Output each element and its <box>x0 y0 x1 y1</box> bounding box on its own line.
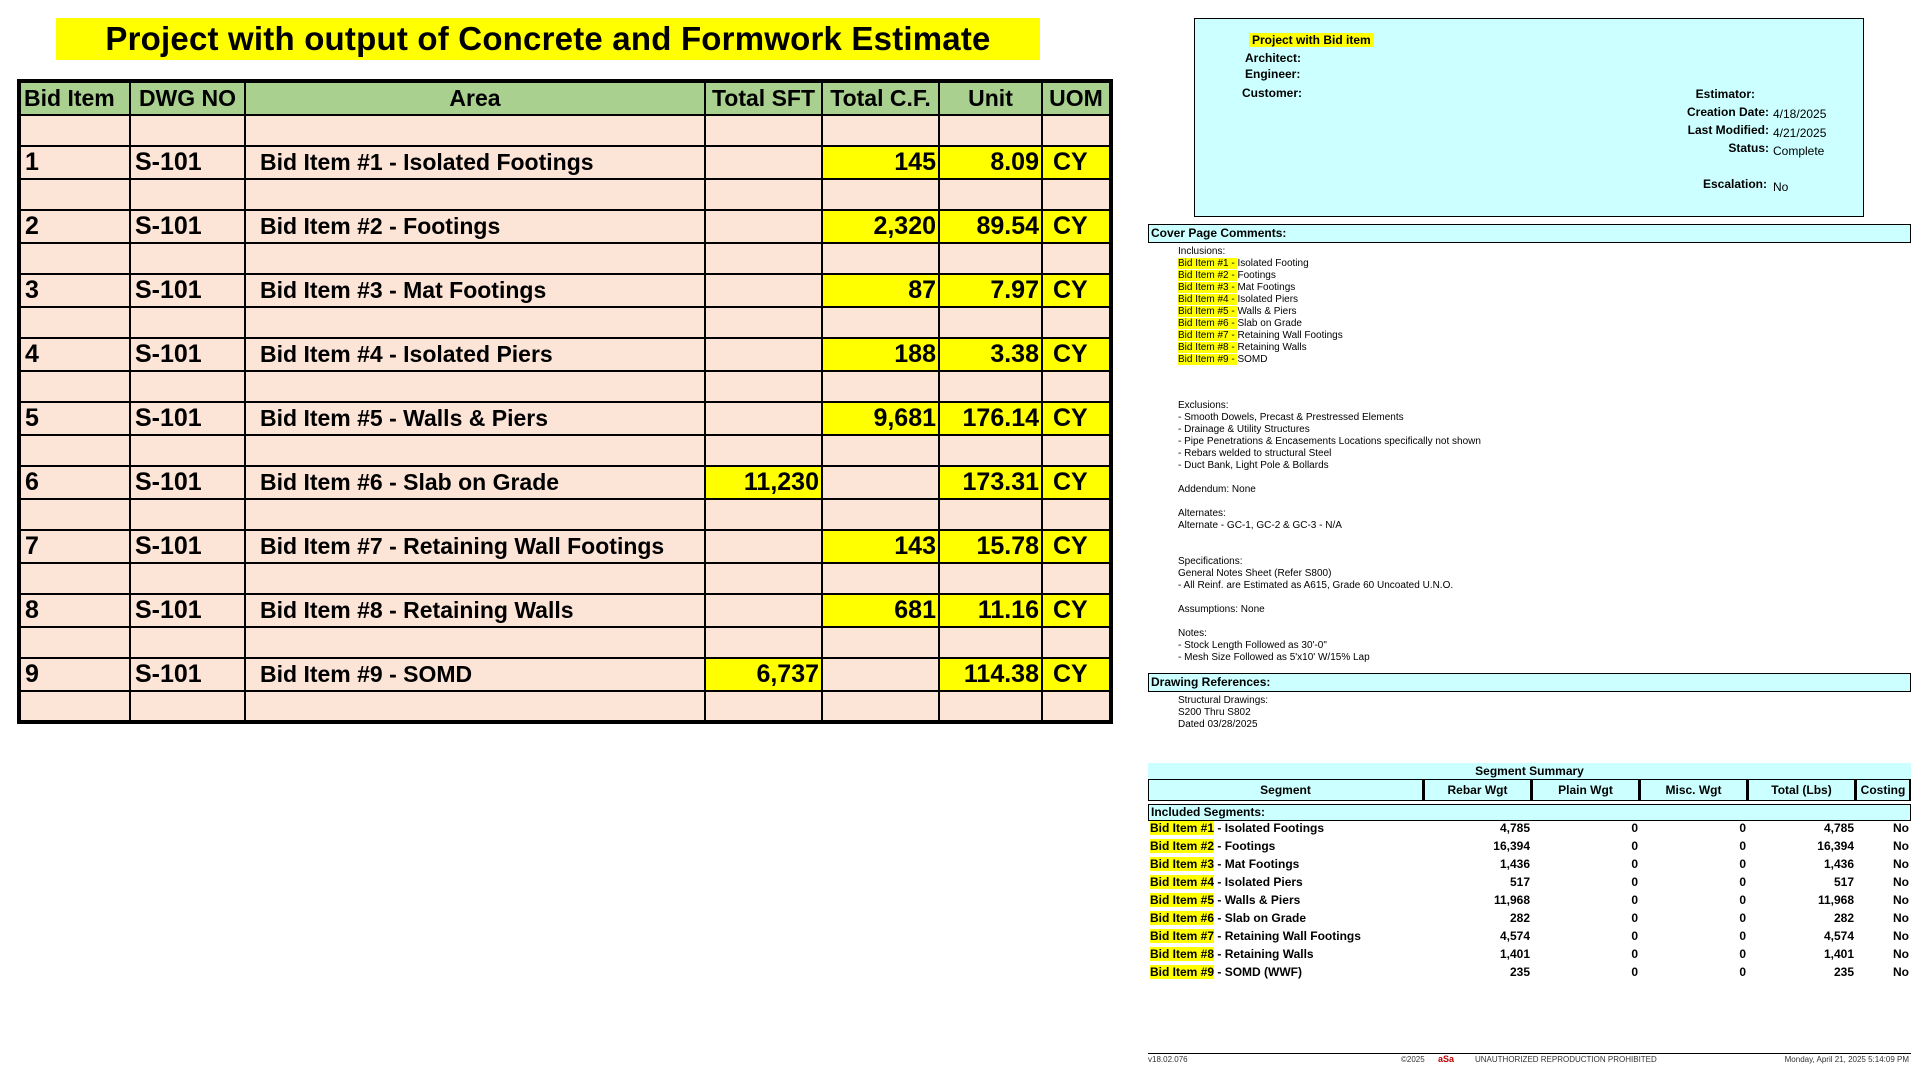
cell-total-cf: 9,681 <box>822 402 939 435</box>
cell-unit: 7.97 <box>939 274 1042 307</box>
cell-total-cf: 143 <box>822 530 939 563</box>
table-row <box>19 210 1111 243</box>
exclusion-item: - Smooth Dowels, Precast & Prestressed Elements <box>1178 412 1404 423</box>
segment-costing: No <box>1893 965 1909 979</box>
segment-costing: No <box>1893 875 1909 889</box>
drawing-references <box>1178 695 1268 731</box>
segment-costing: No <box>1893 929 1909 943</box>
cell-uom: CY <box>1042 530 1111 563</box>
specification-item: General Notes Sheet (Refer S800) <box>1178 568 1332 579</box>
cell-total-sft: 6,737 <box>705 658 822 691</box>
segment-plain: 0 <box>1631 929 1638 943</box>
exclusions-label: Exclusions: <box>1178 400 1229 411</box>
inclusion-text: Footings <box>1237 270 1276 281</box>
escalation-value: No <box>1773 180 1789 194</box>
cell-uom: CY <box>1042 658 1111 691</box>
cell-total-cf: 188 <box>822 338 939 371</box>
segment-plain: 0 <box>1631 965 1638 979</box>
note-item: - Mesh Size Followed as 5'x10' W/15% Lap <box>1178 652 1370 663</box>
estimator-label: Estimator: <box>1695 87 1755 101</box>
header-total-cf: Total C.F. <box>822 81 939 115</box>
segment-name: - Isolated Footings <box>1214 821 1325 835</box>
cell-unit: 8.09 <box>939 146 1042 179</box>
cell-bid-item: 6 <box>19 466 130 499</box>
segment-row <box>1148 839 1911 857</box>
cell-dwg-no: S-101 <box>130 146 245 179</box>
segment-row <box>1148 893 1911 911</box>
creation-date-value: 4/18/2025 <box>1773 107 1827 121</box>
segment-summary-header <box>1148 779 1911 801</box>
cell-unit: 3.38 <box>939 338 1042 371</box>
cell-area: Bid Item #6 - Slab on Grade <box>245 466 705 499</box>
seg-header-segment: Segment <box>1148 779 1424 801</box>
segment-tag: Bid Item #6 <box>1150 911 1215 925</box>
cell-dwg-no: S-101 <box>130 530 245 563</box>
segment-total: 16,394 <box>1817 839 1854 853</box>
table-row <box>19 402 1111 435</box>
inclusions-label: Inclusions: <box>1178 246 1226 257</box>
segment-row <box>1148 947 1911 965</box>
segment-rebar: 4,785 <box>1499 821 1530 835</box>
inclusion-item <box>1178 306 1481 318</box>
addendum: Addendum: None <box>1178 484 1256 495</box>
segment-total: 4,574 <box>1823 929 1854 943</box>
cell-total-sft <box>705 338 822 371</box>
segment-costing: No <box>1893 821 1909 835</box>
seg-header-rebar: Rebar Wgt <box>1424 779 1532 801</box>
estimate-body <box>19 115 1111 722</box>
cell-dwg-no: S-101 <box>130 210 245 243</box>
segment-name: - Slab on Grade <box>1214 911 1307 925</box>
inclusion-text: Retaining Walls <box>1237 342 1307 353</box>
segment-tag: Bid Item #2 <box>1150 839 1215 853</box>
cell-dwg-no: S-101 <box>130 466 245 499</box>
cell-uom: CY <box>1042 594 1111 627</box>
segment-row <box>1148 965 1911 983</box>
customer-label: Customer: <box>1242 86 1303 100</box>
inclusion-tag: Bid Item #8 - <box>1178 342 1238 353</box>
footer-datetime: Monday, April 21, 2025 5:14:09 PM <box>1784 1055 1909 1064</box>
alternates-block <box>1178 508 1481 532</box>
cell-total-cf: 681 <box>822 594 939 627</box>
included-segments-header: Included Segments: <box>1148 804 1911 821</box>
spacer-row <box>19 435 1111 466</box>
segment-costing: No <box>1893 947 1909 961</box>
estimate-header-row <box>19 81 1111 115</box>
header-total-sft: Total SFT <box>705 81 822 115</box>
cell-dwg-no: S-101 <box>130 338 245 371</box>
cell-bid-item: 7 <box>19 530 130 563</box>
cell-total-sft <box>705 530 822 563</box>
segment-total: 1,436 <box>1823 857 1854 871</box>
segment-total: 235 <box>1833 965 1854 979</box>
segment-rows <box>1148 821 1911 983</box>
segment-plain: 0 <box>1631 857 1638 871</box>
segment-tag: Bid Item #9 <box>1150 965 1215 979</box>
project-info-box <box>1194 18 1864 217</box>
footer-notice: UNAUTHORIZED REPRODUCTION PROHIBITED <box>1475 1055 1657 1064</box>
segment-misc: 0 <box>1739 857 1746 871</box>
creation-date-label: Creation Date: <box>1686 105 1769 119</box>
cell-uom: CY <box>1042 274 1111 307</box>
cell-total-sft <box>705 146 822 179</box>
cell-unit: 173.31 <box>939 466 1042 499</box>
segment-name: - Walls & Piers <box>1214 893 1301 907</box>
segment-total: 11,968 <box>1817 893 1854 907</box>
seg-header-plain: Plain Wgt <box>1532 779 1640 801</box>
segment-rebar: 235 <box>1509 965 1530 979</box>
exclusion-item: - Rebars welded to structural Steel <box>1178 448 1332 459</box>
seg-header-total: Total (Lbs) <box>1748 779 1856 801</box>
seg-header-misc: Misc. Wgt <box>1640 779 1748 801</box>
inclusion-text: Slab on Grade <box>1237 318 1302 329</box>
inclusion-tag: Bid Item #1 - <box>1178 258 1238 269</box>
inclusion-item <box>1178 258 1481 270</box>
inclusions-block <box>1178 246 1481 366</box>
segment-rebar: 1,436 <box>1499 857 1530 871</box>
segment-misc: 0 <box>1739 839 1746 853</box>
escalation-label: Escalation: <box>1702 177 1767 191</box>
footer-copyright: ©2025 <box>1401 1055 1425 1064</box>
drawing-references-header: Drawing References: <box>1148 673 1911 692</box>
inclusion-tag: Bid Item #4 - <box>1178 294 1238 305</box>
segment-row <box>1148 929 1911 947</box>
page-footer <box>1148 1053 1911 1065</box>
segment-rebar: 16,394 <box>1493 839 1530 853</box>
drawref-line: Dated 03/28/2025 <box>1178 719 1258 730</box>
inclusion-tag: Bid Item #9 - <box>1178 354 1238 365</box>
inclusion-item <box>1178 330 1481 342</box>
inclusion-text: Retaining Wall Footings <box>1237 330 1343 341</box>
cell-bid-item: 8 <box>19 594 130 627</box>
cell-dwg-no: S-101 <box>130 274 245 307</box>
exclusion-item: - Pipe Penetrations & Encasements Locations specifically not shown <box>1178 436 1481 447</box>
cell-area: Bid Item #5 - Walls & Piers <box>245 402 705 435</box>
drawref-line: S200 Thru S802 <box>1178 707 1251 718</box>
notes-block <box>1178 628 1481 664</box>
cell-uom: CY <box>1042 466 1111 499</box>
spacer-row <box>19 115 1111 146</box>
drawref-line: Structural Drawings: <box>1178 695 1269 706</box>
segment-total: 282 <box>1833 911 1854 925</box>
specifications-label: Specifications: <box>1178 556 1243 567</box>
segment-plain: 0 <box>1631 947 1638 961</box>
header-unit: Unit <box>939 81 1042 115</box>
segment-tag: Bid Item #5 <box>1150 893 1215 907</box>
segment-plain: 0 <box>1631 893 1638 907</box>
engineer-label: Engineer: <box>1245 67 1301 81</box>
cell-area: Bid Item #8 - Retaining Walls <box>245 594 705 627</box>
segment-total: 4,785 <box>1823 821 1854 835</box>
cell-bid-item: 9 <box>19 658 130 691</box>
segment-row <box>1148 857 1911 875</box>
segment-name: - Footings <box>1214 839 1276 853</box>
table-row <box>19 530 1111 563</box>
inclusion-tag: Bid Item #7 - <box>1178 330 1238 341</box>
cell-total-cf: 2,320 <box>822 210 939 243</box>
segment-plain: 0 <box>1631 911 1638 925</box>
cover-comments-header: Cover Page Comments: <box>1148 224 1911 243</box>
segment-rebar: 4,574 <box>1499 929 1530 943</box>
cell-unit: 15.78 <box>939 530 1042 563</box>
cell-area: Bid Item #9 - SOMD <box>245 658 705 691</box>
segment-name: - Mat Footings <box>1214 857 1300 871</box>
cell-unit: 114.38 <box>939 658 1042 691</box>
spacer-row <box>19 243 1111 274</box>
segment-rebar: 1,401 <box>1499 947 1530 961</box>
inclusion-text: Isolated Footing <box>1237 258 1309 269</box>
spacer-row <box>19 563 1111 594</box>
project-name: Project with Bid item <box>1249 33 1374 47</box>
inclusion-item <box>1178 282 1481 294</box>
segment-tag: Bid Item #3 <box>1150 857 1215 871</box>
cell-bid-item: 3 <box>19 274 130 307</box>
inclusion-tag: Bid Item #6 - <box>1178 318 1238 329</box>
segment-rebar: 282 <box>1509 911 1530 925</box>
page-title: Project with output of Concrete and Formwork Estimate <box>56 18 1040 60</box>
status-value: Complete <box>1773 144 1825 158</box>
inclusion-item <box>1178 342 1481 354</box>
cell-uom: CY <box>1042 146 1111 179</box>
segment-misc: 0 <box>1739 929 1746 943</box>
estimate-table <box>17 79 1113 724</box>
cell-total-cf: 145 <box>822 146 939 179</box>
segment-name: - Retaining Wall Footings <box>1214 929 1361 943</box>
spacer-row <box>19 499 1111 530</box>
cell-unit: 176.14 <box>939 402 1042 435</box>
inclusion-item <box>1178 270 1481 282</box>
table-row <box>19 658 1111 691</box>
cell-bid-item: 5 <box>19 402 130 435</box>
cell-total-sft <box>705 402 822 435</box>
cell-dwg-no: S-101 <box>130 658 245 691</box>
segment-costing: No <box>1893 839 1909 853</box>
inclusion-tag: Bid Item #3 - <box>1178 282 1238 293</box>
inclusion-item <box>1178 354 1481 366</box>
header-uom: UOM <box>1042 81 1111 115</box>
footer-version: v18.02.076 <box>1148 1055 1188 1064</box>
inclusion-text: SOMD <box>1237 354 1268 365</box>
cell-unit: 89.54 <box>939 210 1042 243</box>
cell-total-cf <box>822 466 939 499</box>
segment-misc: 0 <box>1739 911 1746 925</box>
table-row <box>19 338 1111 371</box>
table-row <box>19 146 1111 179</box>
cell-area: Bid Item #1 - Isolated Footings <box>245 146 705 179</box>
note-item: - Stock Length Followed as 30'-0" <box>1178 640 1327 651</box>
segment-misc: 0 <box>1739 965 1746 979</box>
segment-row <box>1148 821 1911 839</box>
cell-dwg-no: S-101 <box>130 594 245 627</box>
segment-total: 1,401 <box>1823 947 1854 961</box>
segment-name: - SOMD (WWF) <box>1214 965 1303 979</box>
cell-uom: CY <box>1042 338 1111 371</box>
segment-row <box>1148 911 1911 929</box>
architect-label: Architect: <box>1245 51 1302 65</box>
cell-total-sft: 11,230 <box>705 466 822 499</box>
cell-bid-item: 4 <box>19 338 130 371</box>
segment-plain: 0 <box>1631 839 1638 853</box>
segment-rebar: 11,968 <box>1493 893 1530 907</box>
table-row <box>19 594 1111 627</box>
last-modified-value: 4/21/2025 <box>1773 126 1827 140</box>
spacer-row <box>19 307 1111 338</box>
specifications-block <box>1178 556 1481 592</box>
spacer-row <box>19 691 1111 722</box>
segment-misc: 0 <box>1739 875 1746 889</box>
seg-header-costing: Costing <box>1856 779 1911 801</box>
segment-costing: No <box>1893 911 1909 925</box>
segment-rebar: 517 <box>1509 875 1530 889</box>
assumptions: Assumptions: None <box>1178 604 1265 615</box>
inclusion-item <box>1178 318 1481 330</box>
segment-name: - Isolated Piers <box>1214 875 1303 889</box>
spacer-row <box>19 179 1111 210</box>
cell-total-sft <box>705 210 822 243</box>
cell-bid-item: 1 <box>19 146 130 179</box>
segment-tag: Bid Item #7 <box>1150 929 1215 943</box>
spacer-row <box>19 627 1111 658</box>
inclusion-text: Mat Footings <box>1237 282 1296 293</box>
inclusion-tag: Bid Item #2 - <box>1178 270 1238 281</box>
cover-comments <box>1178 246 1481 676</box>
segment-plain: 0 <box>1631 875 1638 889</box>
footer-logo: aSa <box>1438 1054 1455 1064</box>
segment-tag: Bid Item #8 <box>1150 947 1215 961</box>
status-label: Status: <box>1728 141 1769 155</box>
cell-area: Bid Item #3 - Mat Footings <box>245 274 705 307</box>
inclusion-tag: Bid Item #5 - <box>1178 306 1238 317</box>
cell-bid-item: 2 <box>19 210 130 243</box>
inclusion-text: Isolated Piers <box>1237 294 1299 305</box>
specification-item: - All Reinf. are Estimated as A615, Grade 60 Uncoated U.N.O. <box>1178 580 1454 591</box>
inclusion-text: Walls & Piers <box>1237 306 1297 317</box>
cell-total-cf: 87 <box>822 274 939 307</box>
table-row <box>19 274 1111 307</box>
header-area: Area <box>245 81 705 115</box>
last-modified-label: Last Modified: <box>1687 123 1769 137</box>
segment-misc: 0 <box>1739 947 1746 961</box>
cell-dwg-no: S-101 <box>130 402 245 435</box>
alternates-label: Alternates: <box>1178 508 1226 519</box>
segment-summary-title: Segment Summary <box>1148 763 1911 779</box>
cell-area: Bid Item #7 - Retaining Wall Footings <box>245 530 705 563</box>
segment-tag: Bid Item #1 <box>1150 821 1215 835</box>
header-bid-item: Bid Item <box>19 81 130 115</box>
header-dwg-no: DWG NO <box>130 81 245 115</box>
segment-costing: No <box>1893 857 1909 871</box>
spacer-row <box>19 371 1111 402</box>
cell-total-sft <box>705 594 822 627</box>
exclusion-item: - Drainage & Utility Structures <box>1178 424 1310 435</box>
exclusions-block <box>1178 400 1481 472</box>
notes-label: Notes: <box>1178 628 1207 639</box>
segment-misc: 0 <box>1739 821 1746 835</box>
exclusion-item: - Duct Bank, Light Pole & Bollards <box>1178 460 1329 471</box>
alternates-text: Alternate - GC-1, GC-2 & GC-3 - N/A <box>1178 520 1342 531</box>
segment-misc: 0 <box>1739 893 1746 907</box>
segment-tag: Bid Item #4 <box>1150 875 1215 889</box>
segment-row <box>1148 875 1911 893</box>
cell-uom: CY <box>1042 210 1111 243</box>
inclusion-item <box>1178 294 1481 306</box>
segment-total: 517 <box>1833 875 1854 889</box>
cell-area: Bid Item #4 - Isolated Piers <box>245 338 705 371</box>
segment-plain: 0 <box>1631 821 1638 835</box>
cell-area: Bid Item #2 - Footings <box>245 210 705 243</box>
cell-unit: 11.16 <box>939 594 1042 627</box>
segment-costing: No <box>1893 893 1909 907</box>
cell-total-sft <box>705 274 822 307</box>
table-row <box>19 466 1111 499</box>
cell-total-cf <box>822 658 939 691</box>
segment-name: - Retaining Walls <box>1214 947 1314 961</box>
cell-uom: CY <box>1042 402 1111 435</box>
